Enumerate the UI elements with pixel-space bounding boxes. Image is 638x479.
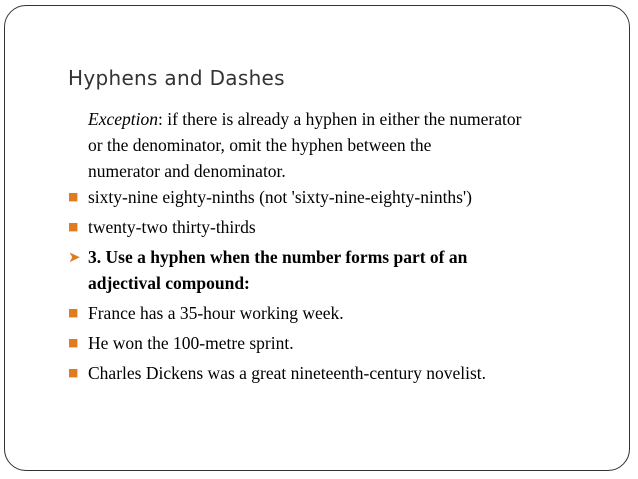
rule-line-1 [68, 244, 608, 270]
example-text: Charles Dickens was a great nineteenth-century novelist. [88, 363, 486, 383]
arrow-bullet-icon: ➤ [68, 248, 81, 266]
list-item [68, 300, 608, 326]
square-bullet-icon: ■ [68, 336, 79, 349]
rule-text-1: 3. Use a hyphen when the number forms part of an [88, 247, 468, 267]
square-bullet-icon: ■ [68, 220, 79, 233]
square-bullet-icon: ■ [68, 306, 79, 319]
slide-body [68, 106, 608, 386]
exception-text-1: : if there is already a hyphen in either the numerator [157, 109, 522, 129]
list-item [68, 184, 608, 210]
list-item [68, 360, 608, 386]
exception-label: Exception [88, 109, 158, 129]
bullet-text: sixty-nine eighty-ninths (not 'sixty-nine-eighty-ninths') [88, 187, 472, 207]
square-bullet-icon: ■ [68, 366, 79, 379]
example-text: France has a 35-hour working week. [88, 303, 344, 323]
exception-line-1 [68, 106, 608, 132]
exception-line-3: numerator and denominator. [88, 161, 286, 181]
slide-title: Hyphens and Dashes [68, 66, 285, 90]
exception-line-2: or the denominator, omit the hyphen between the [88, 135, 432, 155]
list-item [68, 214, 608, 240]
rule-line-2: adjectival compound: [88, 273, 250, 293]
list-item [68, 330, 608, 356]
bullet-text: twenty-two thirty-thirds [88, 217, 256, 237]
example-text: He won the 100-metre sprint. [88, 333, 294, 353]
square-bullet-icon: ■ [68, 190, 79, 203]
